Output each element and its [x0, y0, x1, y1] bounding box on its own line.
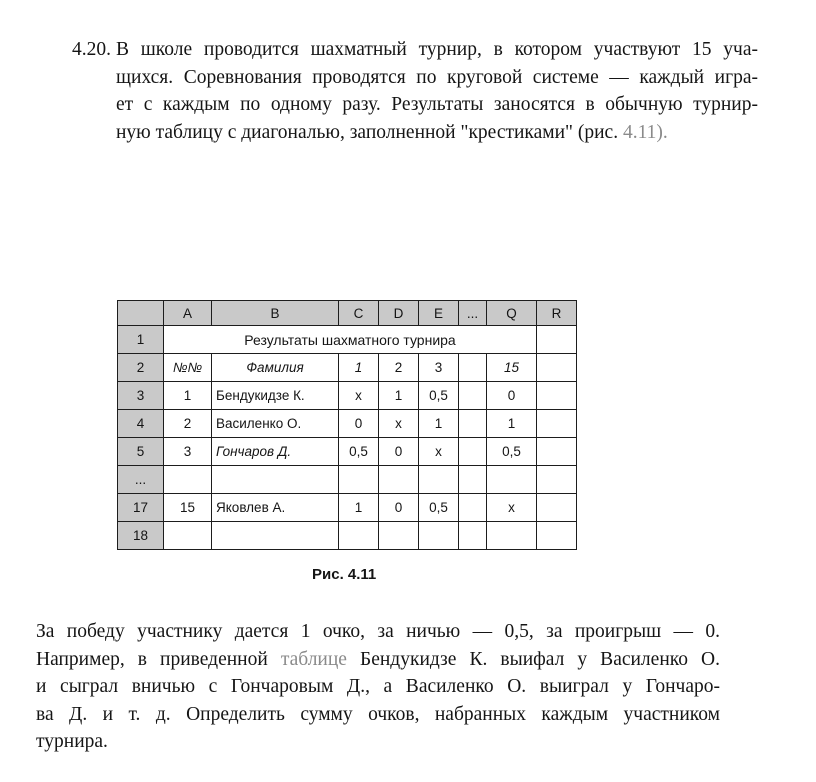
table-title-cell[interactable]: Результаты шахматного турнира — [164, 326, 537, 354]
table-reference-link[interactable]: таблице — [280, 648, 347, 670]
explanation-text-after: Бендукидзе К. выифал у Василенко О. — [360, 648, 721, 670]
cell[interactable] — [212, 522, 339, 550]
column-header[interactable]: E — [419, 301, 459, 326]
cell[interactable] — [419, 466, 459, 494]
row-header[interactable]: 17 — [118, 494, 164, 522]
cell[interactable]: Яковлев А. — [212, 494, 339, 522]
row-header[interactable]: 1 — [118, 326, 164, 354]
cell[interactable]: 15 — [164, 494, 212, 522]
cell[interactable] — [537, 522, 577, 550]
row-header-ellipsis[interactable]: ... — [118, 466, 164, 494]
problem-line-text: ную таблицу с диагональю, заполненной "крестиками" (рис. — [116, 121, 619, 143]
problem-number: 4.20. — [72, 39, 111, 60]
column-header[interactable]: C — [339, 301, 379, 326]
cell[interactable] — [459, 354, 487, 382]
table-row — [118, 522, 577, 550]
cell[interactable]: 1 — [487, 410, 537, 438]
column-header[interactable]: Q — [487, 301, 537, 326]
cell[interactable] — [419, 522, 459, 550]
cell[interactable] — [459, 466, 487, 494]
cell[interactable] — [537, 466, 577, 494]
cell[interactable] — [459, 382, 487, 410]
column-header[interactable]: R — [537, 301, 577, 326]
cell[interactable]: 2 — [379, 354, 419, 382]
explanation-line — [36, 646, 720, 674]
cell[interactable]: Бендукидзе К. — [212, 382, 339, 410]
explanation-line: За победу участнику дается 1 очко, за ничью — 0,5, за проигрыш — 0. — [36, 621, 720, 642]
problem-line-last — [72, 119, 758, 147]
cell[interactable]: 1 — [379, 382, 419, 410]
cell[interactable] — [459, 494, 487, 522]
cell[interactable] — [212, 466, 339, 494]
spreadsheet — [117, 300, 577, 550]
cell[interactable] — [459, 438, 487, 466]
cell[interactable] — [537, 382, 577, 410]
cell[interactable]: Гончаров Д. — [212, 438, 339, 466]
problem-statement — [72, 36, 758, 146]
cell[interactable]: 15 — [487, 354, 537, 382]
column-header[interactable]: A — [164, 301, 212, 326]
cell[interactable] — [537, 354, 577, 382]
explanation-line: и сыграл вничью с Гончаровым Д., а Василенко О. выиграл у Гончаро- — [36, 676, 720, 697]
cell[interactable] — [164, 466, 212, 494]
cell[interactable]: 1 — [164, 382, 212, 410]
cell[interactable]: 0,5 — [487, 438, 537, 466]
cell[interactable] — [339, 522, 379, 550]
cell[interactable] — [487, 466, 537, 494]
cell[interactable]: 0 — [379, 494, 419, 522]
cell[interactable]: 0 — [379, 438, 419, 466]
explanation-text — [36, 618, 720, 756]
cell[interactable]: 0,5 — [419, 494, 459, 522]
table-row — [118, 382, 577, 410]
cell[interactable]: 0,5 — [339, 438, 379, 466]
explanation-text-before: Например, в приведенной — [36, 648, 268, 670]
cell[interactable] — [487, 522, 537, 550]
table-row — [118, 494, 577, 522]
row-header[interactable]: 2 — [118, 354, 164, 382]
cell[interactable]: x — [379, 410, 419, 438]
cell[interactable]: 1 — [339, 494, 379, 522]
cell[interactable]: Фамилия — [212, 354, 339, 382]
column-header[interactable]: D — [379, 301, 419, 326]
corner-cell[interactable] — [118, 301, 164, 326]
table-row — [118, 438, 577, 466]
cell[interactable]: 1 — [419, 410, 459, 438]
cell[interactable]: 3 — [419, 354, 459, 382]
explanation-line: турнира. — [36, 731, 108, 752]
cell[interactable]: 1 — [339, 354, 379, 382]
column-header[interactable]: B — [212, 301, 339, 326]
cell[interactable] — [537, 438, 577, 466]
problem-line: щихся. Соревнования проводятся по круговой системе — каждый игра- — [116, 66, 758, 88]
header-row — [118, 354, 577, 382]
cell[interactable]: 2 — [164, 410, 212, 438]
row-header[interactable]: 3 — [118, 382, 164, 410]
problem-line: ет с каждым по одному разу. Результаты заносятся в обычную турнир- — [116, 94, 758, 115]
cell[interactable]: x — [419, 438, 459, 466]
cell[interactable] — [164, 522, 212, 550]
title-row — [118, 326, 577, 354]
cell[interactable]: 0,5 — [419, 382, 459, 410]
cell[interactable] — [537, 326, 577, 354]
row-header[interactable]: 5 — [118, 438, 164, 466]
cell[interactable]: 3 — [164, 438, 212, 466]
cell[interactable] — [459, 410, 487, 438]
cell[interactable]: 0 — [487, 382, 537, 410]
cell[interactable] — [379, 522, 419, 550]
table-row-ellipsis — [118, 466, 577, 494]
cell[interactable]: 0 — [339, 410, 379, 438]
row-header[interactable]: 4 — [118, 410, 164, 438]
cell[interactable] — [459, 522, 487, 550]
cell[interactable] — [537, 494, 577, 522]
figure-caption: Рис. 4.11 — [312, 566, 377, 583]
column-header-ellipsis[interactable]: ... — [459, 301, 487, 326]
cell[interactable]: x — [339, 382, 379, 410]
column-header-row — [118, 301, 577, 326]
cell[interactable]: x — [487, 494, 537, 522]
cell[interactable] — [537, 410, 577, 438]
explanation-line: ва Д. и т. д. Определить сумму очков, набранных каждым участником — [36, 703, 720, 725]
table-row — [118, 410, 577, 438]
cell[interactable] — [339, 466, 379, 494]
problem-line: В школе проводится шахматный турнир, в котором участвуют 15 уча- — [116, 39, 758, 60]
cell[interactable] — [379, 466, 419, 494]
row-header[interactable]: 18 — [118, 522, 164, 550]
cell[interactable]: №№ — [164, 354, 212, 382]
cell[interactable]: Василенко О. — [212, 410, 339, 438]
figure-reference-link[interactable]: 4.11). — [622, 121, 668, 143]
